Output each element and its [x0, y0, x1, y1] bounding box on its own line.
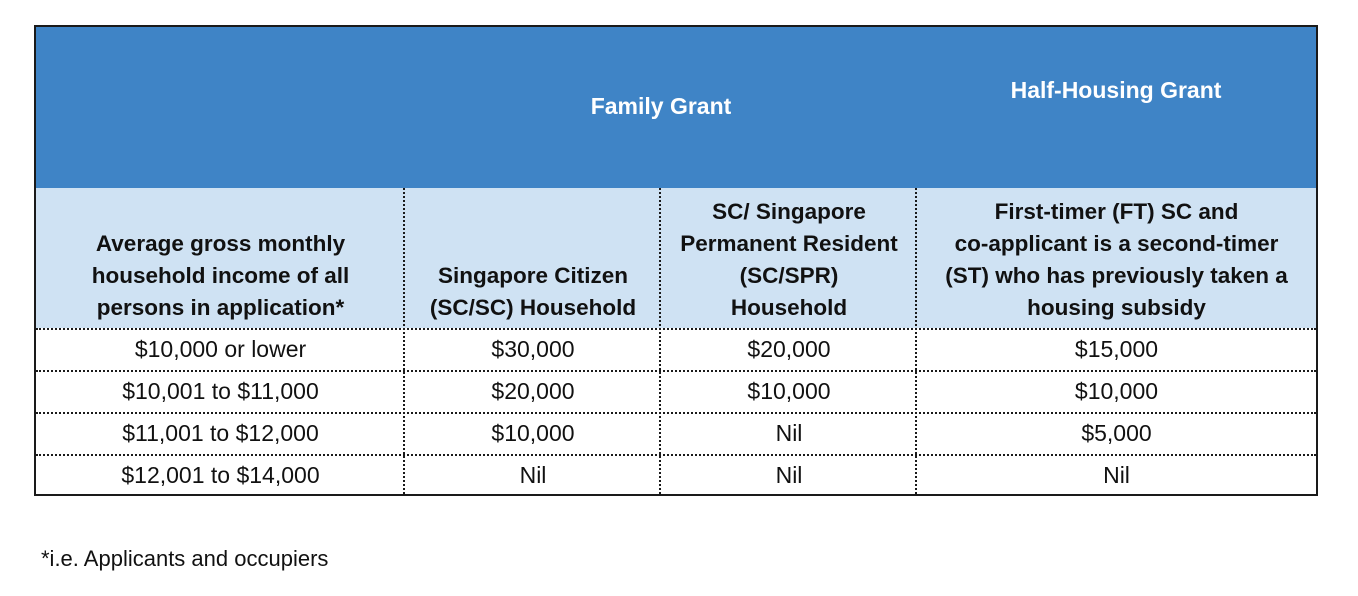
- column-header-ft-st: [917, 188, 1316, 328]
- half-housing-grant-title: Half-Housing Grant: [1010, 77, 1222, 103]
- row-divider: [36, 412, 1316, 414]
- column-header-ft-st-label: First-timer (FT) SC and co-applicant is a second-timer (ST) who has previously taken a housing subsidy: [945, 199, 1288, 320]
- table-row: [36, 412, 1316, 454]
- column-header-income: [36, 188, 405, 328]
- table-row: [36, 454, 1316, 496]
- column-header-sc-sc-label: Singapore Citizen (SC/SC) Household: [429, 263, 637, 320]
- sc-sc-grant-cell: Nil: [519, 462, 547, 488]
- half-housing-grant-cell: $15,000: [1074, 336, 1159, 362]
- family-grant-title: Family Grant: [590, 93, 732, 119]
- sc-spr-grant-cell: Nil: [775, 420, 803, 446]
- table-row: [36, 370, 1316, 412]
- column-header-sc-spr-label: SC/ Singapore Permanent Resident (SC/SPR) Household: [680, 199, 898, 320]
- column-divider: [659, 188, 661, 494]
- column-divider: [403, 188, 405, 494]
- income-cell: $10,001 to $11,000: [122, 378, 319, 404]
- sc-sc-grant-cell: $20,000: [491, 378, 575, 404]
- sc-sc-grant-cell: $30,000: [491, 336, 575, 362]
- sc-spr-grant-cell: Nil: [775, 462, 803, 488]
- column-header-row: [36, 188, 1316, 328]
- sc-spr-grant-cell: $10,000: [747, 378, 831, 404]
- income-cell: $11,001 to $12,000: [122, 420, 319, 446]
- income-cell: $12,001 to $14,000: [121, 462, 320, 488]
- sc-spr-grant-cell: $20,000: [747, 336, 831, 362]
- row-divider: [36, 370, 1316, 372]
- income-cell: $10,000 or lower: [134, 336, 307, 362]
- table-row: [36, 328, 1316, 370]
- column-header-sc-spr: [661, 188, 917, 328]
- half-housing-grant-cell: $10,000: [1074, 378, 1159, 404]
- column-divider: [915, 188, 917, 494]
- grant-table: [34, 25, 1318, 496]
- half-housing-grant-cell: $5,000: [1081, 420, 1152, 446]
- half-housing-grant-cell: Nil: [1103, 462, 1130, 488]
- grant-header-band: [36, 27, 1316, 188]
- row-divider: [36, 328, 1316, 330]
- sc-sc-grant-cell: $10,000: [491, 420, 575, 446]
- footnote: *i.e. Applicants and occupiers: [41, 546, 329, 571]
- column-header-income-label: Average gross monthly household income of all persons in application*: [91, 231, 350, 320]
- column-header-sc-sc: [405, 188, 661, 328]
- row-divider: [36, 454, 1316, 456]
